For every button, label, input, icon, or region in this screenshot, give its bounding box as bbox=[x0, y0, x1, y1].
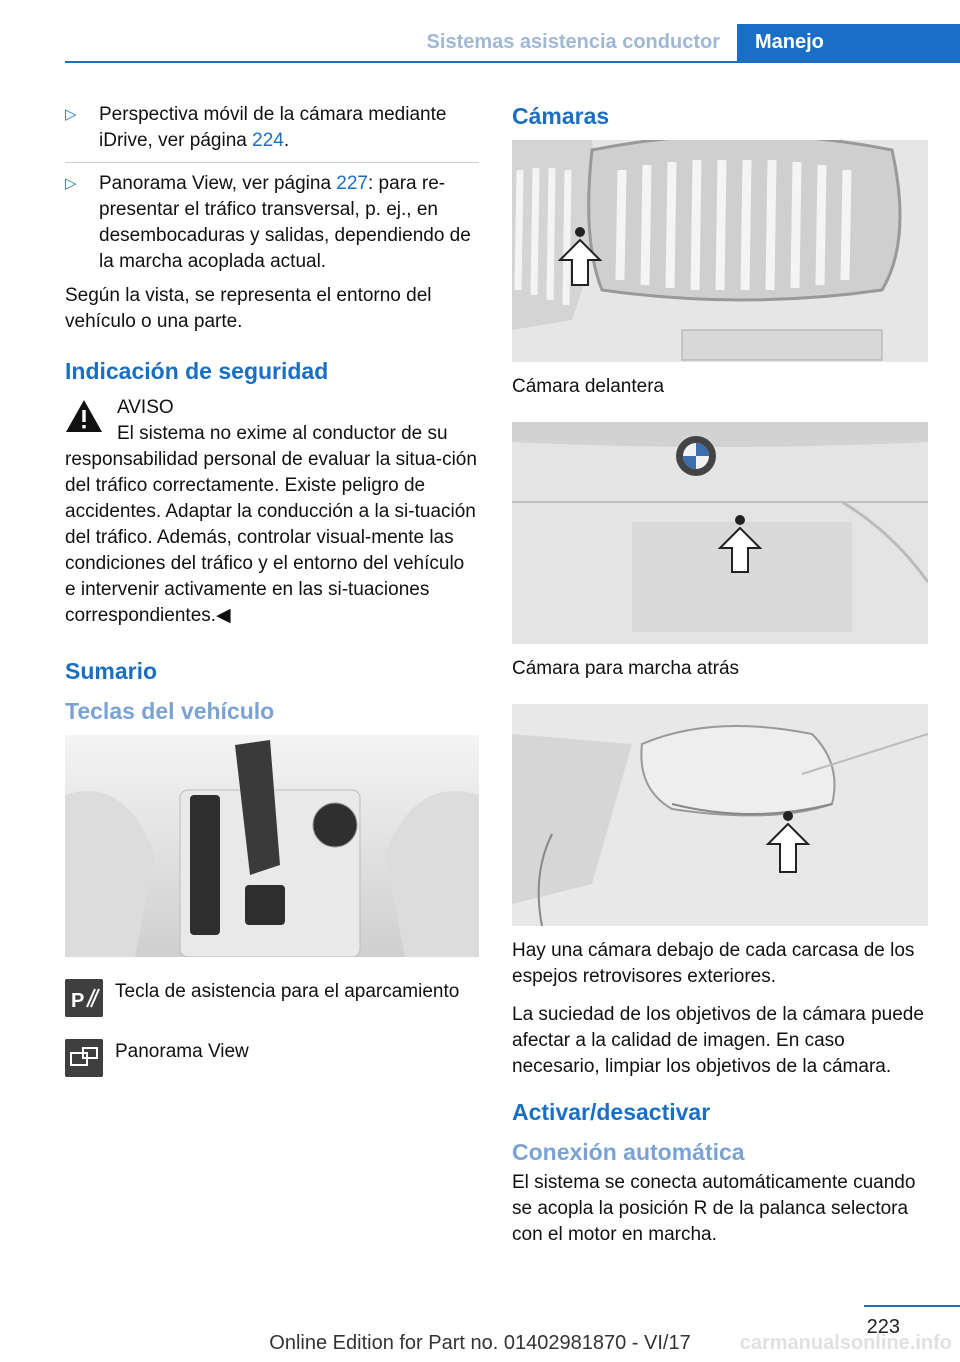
header-divider bbox=[65, 61, 960, 63]
front-camera-photo bbox=[512, 140, 928, 362]
rear-camera-photo bbox=[512, 422, 928, 644]
parking-assist-icon bbox=[65, 979, 103, 1017]
bullet-item: ▷ Perspectiva móvil de la cámara mediante iDrive, ver página 224. bbox=[65, 104, 447, 151]
activate-heading: Activar/desactivar bbox=[512, 1099, 711, 1125]
auto-connect-heading: Conexión automática bbox=[512, 1139, 745, 1165]
key-label: Tecla de asistencia para el aparcamiento bbox=[115, 981, 460, 1002]
page-number: 223 bbox=[866, 1316, 900, 1338]
warning-text-first-line: El sistema no exime al conductor de su bbox=[117, 423, 448, 444]
warning-block bbox=[65, 395, 479, 629]
key-label: Panorama View bbox=[115, 1041, 249, 1062]
warning-text: responsabilidad personal de evaluar la situa‐ción del tráfico correctamente. Existe peligro de accidentes. Adaptar la conducción a la si‐tuación del tráfico. Además, controlar visual‐mente las condiciones del tráfico y el entorno del vehículo e intervenir activamente en las si‐tuaciones correspondientes.◀ bbox=[65, 449, 477, 626]
cameras-heading: Cámaras bbox=[512, 103, 610, 129]
key-row-panorama-view bbox=[65, 1039, 479, 1085]
header-section-title: Sistemas asistencia conductor bbox=[426, 31, 720, 53]
warning-triangle-icon bbox=[65, 399, 103, 433]
bullet-triangle-icon: ▷ bbox=[65, 175, 77, 192]
watermark: carmanualsonline.info bbox=[739, 1332, 952, 1354]
dirt-note: La suciedad de los objetivos de la cámara puede afectar a la calidad de imagen. En caso necesario, limpiar los objetivos de la cámara. bbox=[512, 1004, 924, 1077]
svg-text:P: P bbox=[71, 990, 85, 1012]
intro-paragraph: Según la vista, se representa el entorno del vehículo o una parte. bbox=[65, 285, 432, 332]
bullet-item: ▷ Panorama View, ver página 227: para re‐presentar el tráfico transversal, p. ej., en desembocaduras y salidas, dependiendo de la marcha acoplada actual. bbox=[65, 173, 471, 272]
rear-camera-caption: Cámara para marcha atrás bbox=[512, 658, 740, 679]
header-chapter-tab[interactable]: Manejo bbox=[737, 24, 960, 61]
panorama-view-icon bbox=[65, 1039, 103, 1077]
bullet-triangle-icon: ▷ bbox=[65, 106, 77, 123]
page-link[interactable]: 227 bbox=[336, 173, 368, 194]
right-column bbox=[512, 102, 928, 1258]
page-link[interactable]: 224 bbox=[252, 130, 284, 151]
warning-title: AVISO bbox=[117, 397, 174, 418]
mirror-camera-caption: Hay una cámara debajo de cada carcasa de los espejos retrovisores exteriores. bbox=[512, 940, 915, 987]
center-console-photo bbox=[65, 735, 479, 957]
edition-footer: Online Edition for Part no. 01402981870 - VI/17 bbox=[269, 1332, 691, 1354]
summary-heading: Sumario bbox=[65, 658, 158, 684]
left-column bbox=[65, 102, 479, 1099]
vehicle-keys-heading: Teclas del vehículo bbox=[65, 698, 275, 724]
front-camera-caption: Cámara delantera bbox=[512, 376, 665, 397]
bullet-divider bbox=[65, 162, 479, 163]
auto-connect-text: El sistema se conecta automáticamente cuando se acopla la posición R de la palanca selectora con el motor en marcha. bbox=[512, 1172, 916, 1245]
key-row-parking-assist bbox=[65, 979, 479, 1025]
footer-divider bbox=[864, 1305, 960, 1307]
mirror-camera-photo bbox=[512, 704, 928, 926]
safety-heading: Indicación de seguridad bbox=[65, 358, 329, 384]
